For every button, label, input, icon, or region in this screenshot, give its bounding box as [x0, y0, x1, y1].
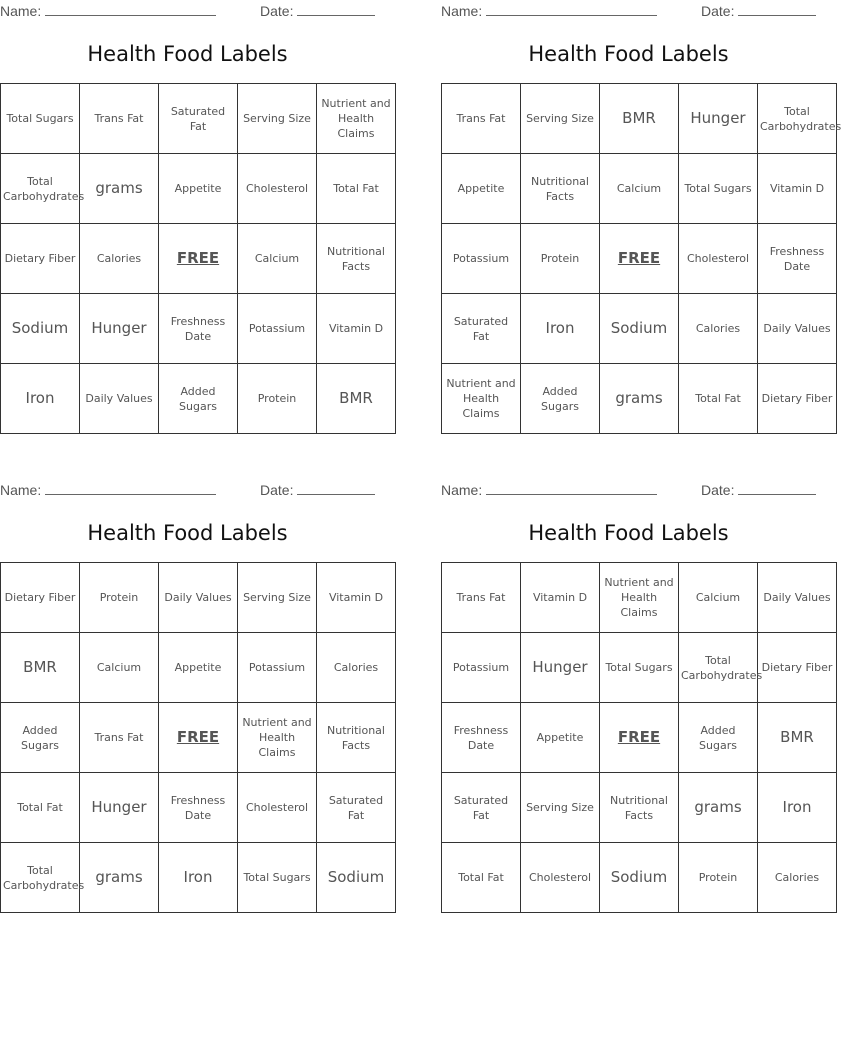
grid-cell: Serving Size — [238, 84, 317, 154]
bingo-grid — [0, 562, 396, 913]
card-header — [441, 0, 816, 22]
grid-row — [1, 633, 396, 703]
grid-cell: Calories — [758, 843, 837, 913]
grid-cell: Nutritional Facts — [317, 703, 396, 773]
grid-cell: Appetite — [442, 154, 521, 224]
date-label: Date: — [260, 3, 294, 19]
name-label: Name: — [441, 3, 483, 19]
date-field-line[interactable] — [297, 15, 375, 16]
date-label: Date: — [701, 482, 735, 498]
grid-cell: Freshness Date — [442, 703, 521, 773]
grid-cell: Total Carbohydrates — [1, 154, 80, 224]
grid-cell: Nutrient and Health Claims — [442, 364, 521, 434]
grid-cell: Vitamin D — [317, 563, 396, 633]
grid-cell: Protein — [238, 364, 317, 434]
grid-cell: Trans Fat — [80, 84, 159, 154]
grid-cell: Protein — [521, 224, 600, 294]
grid-cell: Nutrient and Health Claims — [600, 563, 679, 633]
grid-cell: Total Sugars — [679, 154, 758, 224]
free-space-cell: FREE — [159, 703, 238, 773]
grid-cell: Trans Fat — [80, 703, 159, 773]
grid-cell: Vitamin D — [317, 294, 396, 364]
grid-cell: Sodium — [317, 843, 396, 913]
grid-cell: Total Sugars — [1, 84, 80, 154]
grid-cell: Added Sugars — [521, 364, 600, 434]
grid-cell: Calories — [80, 224, 159, 294]
grid-cell: Saturated Fat — [442, 294, 521, 364]
name-label: Name: — [441, 482, 483, 498]
grid-cell: Calcium — [238, 224, 317, 294]
grid-cell: Total Fat — [679, 364, 758, 434]
grid-cell: Added Sugars — [1, 703, 80, 773]
grid-cell: Total Fat — [317, 154, 396, 224]
grid-cell: Total Fat — [1, 773, 80, 843]
grid-row — [1, 703, 396, 773]
grid-row — [442, 364, 837, 434]
card-title: Health Food Labels — [87, 42, 288, 66]
free-space-cell: FREE — [600, 703, 679, 773]
grid-cell: Total Carbohydrates — [758, 84, 837, 154]
grid-cell: Added Sugars — [159, 364, 238, 434]
grid-cell: Potassium — [442, 633, 521, 703]
grid-cell: Dietary Fiber — [758, 633, 837, 703]
grid-cell: Cholesterol — [521, 843, 600, 913]
grid-cell: Added Sugars — [679, 703, 758, 773]
grid-cell: Calcium — [600, 154, 679, 224]
grid-cell: Total Fat — [442, 843, 521, 913]
grid-row — [442, 154, 837, 224]
name-field-line[interactable] — [486, 15, 657, 16]
grid-cell: grams — [80, 843, 159, 913]
grid-cell: Serving Size — [521, 773, 600, 843]
grid-cell: Saturated Fat — [159, 84, 238, 154]
grid-cell: Iron — [1, 364, 80, 434]
grid-row — [1, 773, 396, 843]
grid-cell: Total Carbohydrates — [1, 843, 80, 913]
date-field-line[interactable] — [297, 494, 375, 495]
grid-cell: grams — [80, 154, 159, 224]
card-header — [441, 479, 816, 501]
grid-row — [442, 633, 837, 703]
grid-cell: Hunger — [679, 84, 758, 154]
grid-cell: Cholesterol — [679, 224, 758, 294]
grid-cell: Nutritional Facts — [317, 224, 396, 294]
grid-cell: grams — [679, 773, 758, 843]
date-label: Date: — [260, 482, 294, 498]
card-title: Health Food Labels — [528, 42, 729, 66]
date-label: Date: — [701, 3, 735, 19]
grid-cell: Cholesterol — [238, 773, 317, 843]
grid-cell: Total Carbohydrates — [679, 633, 758, 703]
card-title: Health Food Labels — [528, 521, 729, 545]
grid-cell: Potassium — [238, 633, 317, 703]
grid-row — [442, 703, 837, 773]
grid-cell: Serving Size — [238, 563, 317, 633]
grid-row — [442, 84, 837, 154]
grid-cell: Calcium — [679, 563, 758, 633]
grid-row — [442, 294, 837, 364]
grid-cell: Vitamin D — [758, 154, 837, 224]
grid-cell: Calcium — [80, 633, 159, 703]
bingo-grid — [0, 83, 396, 434]
grid-cell: Appetite — [159, 154, 238, 224]
grid-cell: Hunger — [521, 633, 600, 703]
grid-cell: Iron — [758, 773, 837, 843]
grid-row — [1, 294, 396, 364]
grid-cell: Cholesterol — [238, 154, 317, 224]
grid-cell: Potassium — [442, 224, 521, 294]
grid-row — [442, 224, 837, 294]
grid-cell: Freshness Date — [159, 773, 238, 843]
grid-row — [442, 563, 837, 633]
grid-cell: Iron — [159, 843, 238, 913]
bingo-grid — [441, 562, 837, 913]
grid-cell: Protein — [679, 843, 758, 913]
grid-cell: Freshness Date — [159, 294, 238, 364]
name-field-line[interactable] — [486, 494, 657, 495]
grid-cell: Total Sugars — [238, 843, 317, 913]
grid-row — [1, 224, 396, 294]
grid-cell: Nutrient and Health Claims — [317, 84, 396, 154]
name-label: Name: — [0, 482, 42, 498]
grid-cell: Potassium — [238, 294, 317, 364]
bingo-grid — [441, 83, 841, 434]
grid-row — [1, 84, 396, 154]
grid-cell: Total Sugars — [600, 633, 679, 703]
grid-cell: Sodium — [600, 843, 679, 913]
name-field-line[interactable] — [45, 15, 216, 16]
grid-cell: Serving Size — [521, 84, 600, 154]
grid-cell: Dietary Fiber — [758, 364, 837, 434]
grid-cell: Nutritional Facts — [600, 773, 679, 843]
grid-row — [442, 773, 837, 843]
grid-cell: BMR — [317, 364, 396, 434]
grid-cell: Daily Values — [80, 364, 159, 434]
grid-cell: Trans Fat — [442, 84, 521, 154]
grid-cell: Hunger — [80, 294, 159, 364]
grid-row — [1, 843, 396, 913]
grid-cell: Daily Values — [159, 563, 238, 633]
grid-cell: Appetite — [159, 633, 238, 703]
grid-cell: BMR — [600, 84, 679, 154]
grid-cell: Hunger — [80, 773, 159, 843]
grid-row — [1, 563, 396, 633]
grid-cell: Sodium — [600, 294, 679, 364]
grid-cell: BMR — [1, 633, 80, 703]
free-space-cell: FREE — [600, 224, 679, 294]
grid-cell: Nutritional Facts — [521, 154, 600, 224]
grid-cell: Vitamin D — [521, 563, 600, 633]
name-field-line[interactable] — [45, 494, 216, 495]
grid-cell: Protein — [80, 563, 159, 633]
grid-cell: Saturated Fat — [317, 773, 396, 843]
grid-cell: Calories — [317, 633, 396, 703]
grid-cell: Sodium — [1, 294, 80, 364]
grid-cell: Daily Values — [758, 563, 837, 633]
card-title: Health Food Labels — [87, 521, 288, 545]
free-space-cell: FREE — [159, 224, 238, 294]
grid-cell: grams — [600, 364, 679, 434]
grid-cell: Dietary Fiber — [1, 224, 80, 294]
grid-cell: Nutrient and Health Claims — [238, 703, 317, 773]
grid-cell: Saturated Fat — [442, 773, 521, 843]
grid-cell: BMR — [758, 703, 837, 773]
name-label: Name: — [0, 3, 42, 19]
card-header — [0, 479, 375, 501]
card-header — [0, 0, 375, 22]
grid-cell: Iron — [521, 294, 600, 364]
grid-cell: Calories — [679, 294, 758, 364]
grid-cell: Trans Fat — [442, 563, 521, 633]
grid-cell: Daily Values — [758, 294, 837, 364]
date-field-line[interactable] — [738, 15, 816, 16]
grid-row — [442, 843, 837, 913]
grid-row — [1, 154, 396, 224]
grid-row — [1, 364, 396, 434]
grid-cell: Dietary Fiber — [1, 563, 80, 633]
date-field-line[interactable] — [738, 494, 816, 495]
grid-cell: Freshness Date — [758, 224, 837, 294]
grid-cell: Appetite — [521, 703, 600, 773]
